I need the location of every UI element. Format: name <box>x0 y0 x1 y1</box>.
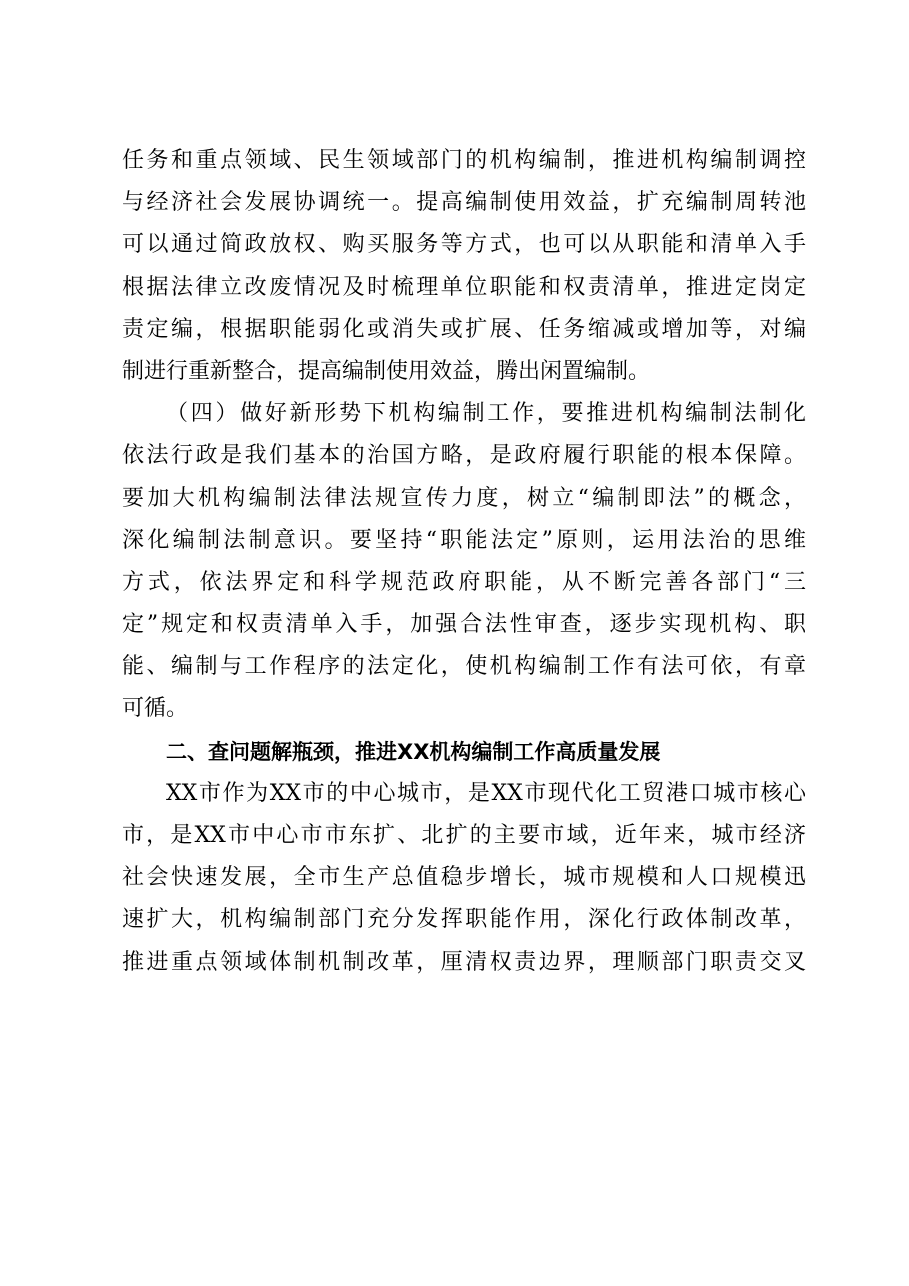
text-line: 定”规定和权责清单入手，加强合法性审查，逐步实现机构、职 <box>122 612 806 638</box>
text-line: 社会快速发展，全市生产总值稳步增长，城市规模和人口规模迅 <box>122 865 806 891</box>
text-line: 责定编，根据职能弱化或消失或扩展、任务缩减或增加等，对编 <box>122 316 806 342</box>
section-heading: 二、查问题解瓶颈，推进XX机构编制工作高质量发展 <box>166 739 661 764</box>
text-line: 根据法律立改废情况及时梳理单位职能和权责清单，推进定岗定 <box>122 274 806 300</box>
text-line: 要加大机构编制法律法规宣传力度，树立“编制即法”的概念， <box>122 485 806 511</box>
text-line: 推进重点领域体制机制改革，厘清权责边界，理顺部门职责交叉 <box>122 949 806 975</box>
text-line: 与经济社会发展协调统一。提高编制使用效益，扩充编制周转池 <box>122 190 806 216</box>
text-line: 能、编制与工作程序的法定化，使机构编制工作有法可依，有章 <box>122 654 806 680</box>
text-line: 深化编制法制意识。要坚持“职能法定”原则，运用法治的思维 <box>122 527 806 553</box>
text-line: 制进行重新整合，提高编制使用效益，腾出闲置编制。 <box>122 358 651 384</box>
text-line: 可循。 <box>122 696 189 722</box>
paragraph-start-line: XX市作为XX市的中心城市，是XX市现代化工贸港口城市核心 <box>166 780 806 806</box>
text-line: 任务和重点领域、民生领域部门的机构编制，推进机构编制调控 <box>122 148 806 173</box>
text-line: 市，是XX市中心市市东扩、北扩的主要市域，近年来，城市经济 <box>122 823 806 848</box>
text-line: 依法行政是我们基本的治国方略，是政府履行职能的根本保障。 <box>122 443 806 469</box>
text-line: 可以通过简政放权、购买服务等方式，也可以从职能和清单入手 <box>122 232 806 258</box>
text-line: 速扩大，机构编制部门充分发挥职能作用，深化行政体制改革， <box>122 907 806 933</box>
paragraph-start-line: （四）做好新形势下机构编制工作，要推进机构编制法制化 <box>166 401 806 427</box>
document-body <box>122 140 806 984</box>
text-line: 方式，依法界定和科学规范政府职能，从不断完善各部门“三 <box>122 569 806 595</box>
